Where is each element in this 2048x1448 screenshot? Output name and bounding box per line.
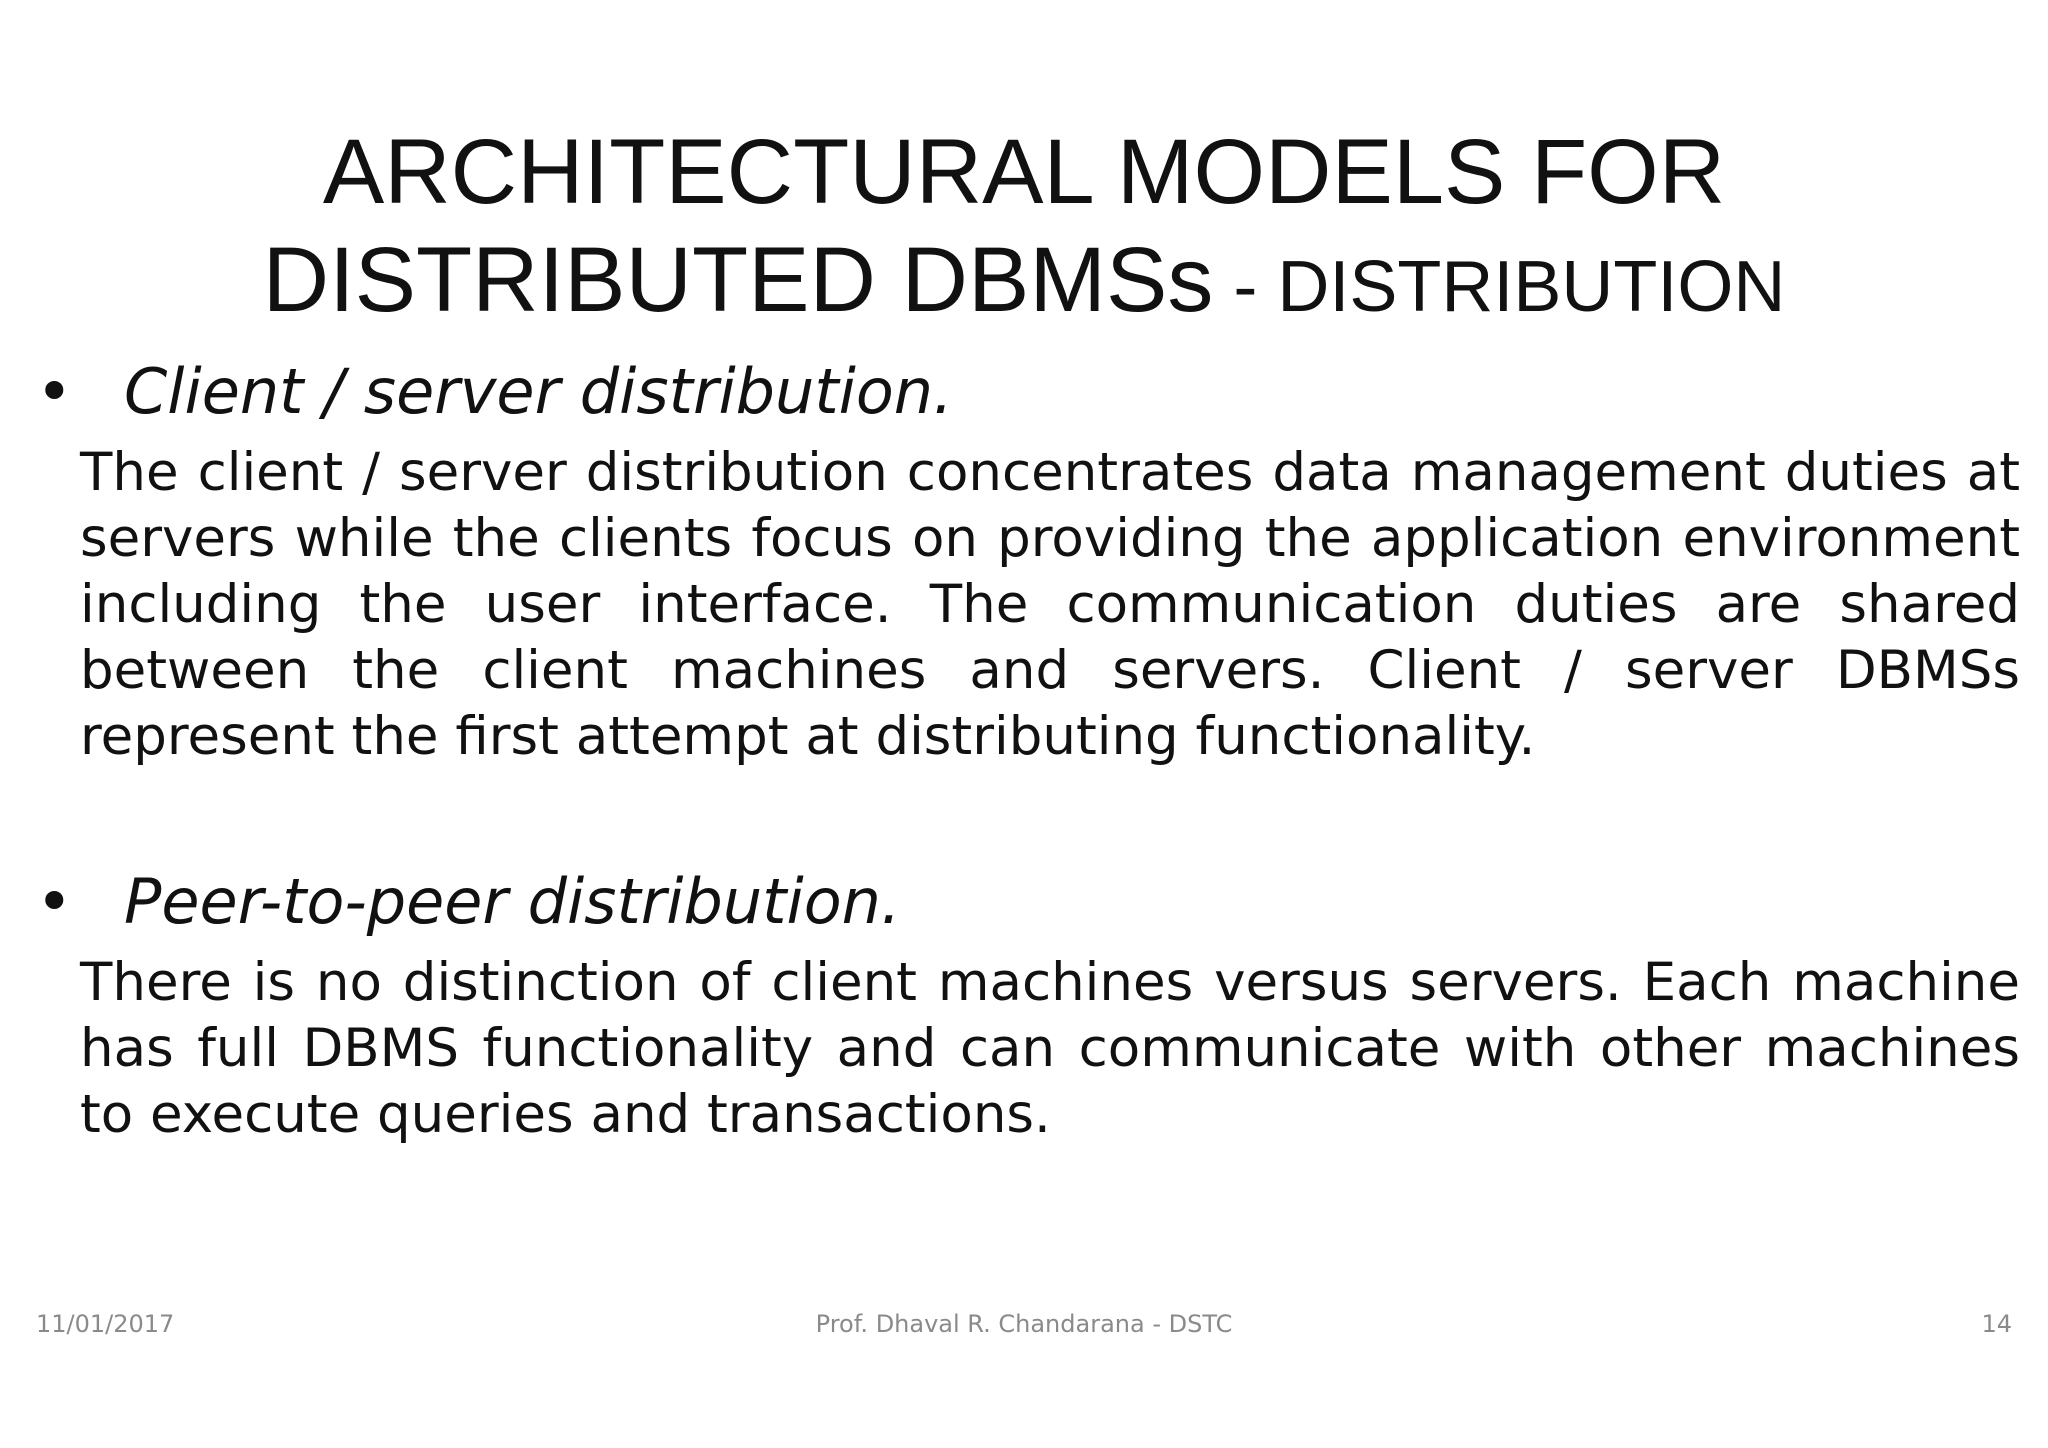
section-body-peer-to-peer: There is no distinction of client machines versus servers. Each machine has full DBMS functionality and can communicate with other machines to execute queries and transactions.: [80, 952, 2020, 1145]
footer-author: Prof. Dhaval R. Chandarana - DSTC: [815, 1310, 1233, 1338]
bullet-icon: •: [36, 355, 73, 428]
footer-date: 11/01/2017: [36, 1310, 175, 1338]
slide-title: [0, 118, 2048, 341]
title-line-2-main: DISTRIBUTED DBMSs: [262, 229, 1214, 331]
bullet-icon: •: [36, 865, 73, 938]
section-body-client-server: The client / server distribution concentrates data management duties at servers while the clients focus on providing the application environment including the user interface. The communication duties are shared between the client machines and servers. Client / server DBMSs represent the first attempt at distributing functionality.: [80, 442, 2020, 767]
section-heading-text: Client / server distribution.: [124, 355, 953, 428]
title-line-2-suffix: - DISTRIBUTION: [1213, 247, 1786, 327]
section-heading-text: Peer-to-peer distribution.: [124, 865, 901, 938]
title-line-1: ARCHITECTURAL MODELS FOR: [322, 121, 1726, 223]
section-heading-peer-to-peer: [36, 866, 901, 938]
footer-page-number: 14: [1981, 1310, 2012, 1338]
title-line-2: [0, 226, 2048, 341]
section-heading-client-server: [36, 356, 953, 428]
